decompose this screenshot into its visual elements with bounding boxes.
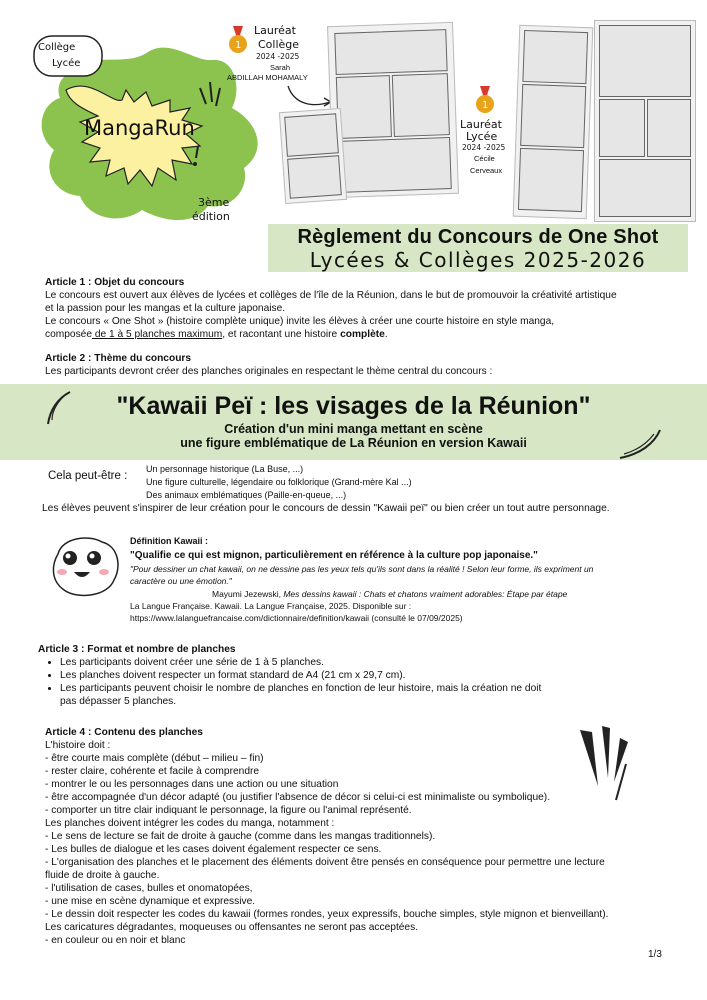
article4-body: L'histoire doit : - être courte mais complète (début – milieu – fin) - rester claire, cohérente et facile à comprendre - montrer le ou les personnages dans une action ou une situation - être accompagnée d'un décor adapté (ou justifier l'absence de décor si celui-ci est minimaliste ou symbolique). - comporter un titre clair indiquant le personnage, la figure ou l'animal représenté. Les planches doivent intégrer les codes du manga, notamment : - Le sens de lecture se fait de droite à gauche (comme dans les mangas traditionnels). - Les bulles de dialogue et les cases doivent également respecter ce sens. - L'organisation des planches et le placement des éléments doivent être pensés en conséquence pour permettre une lecture fluide de droite à gauche. - l'utilisation de cases, bulles et onomatopées, - une mise en scène dynamique et expressive. - Le dessin doit respecter les codes du kawaii (formes rondes, yeux expressifs, bouche simples, style mignon et bienveillant). Les caricatures dégradantes, moqueuses ou offensantes ne seront pas acceptées. - en couleur ou en noir et blanc <box>45 740 609 946</box>
winner-college-line1: Lauréat <box>254 24 296 37</box>
svg-text:1: 1 <box>235 40 242 51</box>
winner-college-year: 2024 -2025 <box>256 52 300 61</box>
examples-list <box>146 463 412 502</box>
article3-heading: Article 3 : Format et nombre de planches <box>38 644 236 655</box>
examples-item: Un personnage historique (La Buse, ...) <box>146 464 304 474</box>
rules-title: Règlement du Concours de One Shot <box>297 226 659 248</box>
manga-page-lycee-2 <box>594 20 696 222</box>
winner-college-name1: Sarah <box>270 63 291 72</box>
logo-edition-line1: 3ème <box>198 196 230 209</box>
medal-icon-2 <box>475 86 495 116</box>
winner-lycee-line1: Lauréat <box>460 118 502 131</box>
theme-subtitle-1: Création d'un mini manga mettant en scène <box>224 422 483 436</box>
kawaii-heading: Définition Kawaii : <box>130 536 209 546</box>
logo-badge-college: Collège <box>38 42 76 53</box>
article3-item: • Les participants doivent créer une série de 1 à 5 planches. <box>60 656 646 669</box>
manga-page-college-2 <box>279 108 347 204</box>
winner-lycee-name1: Cécile <box>474 154 495 163</box>
rules-subtitle: Lycées & Collèges 2025-2026 <box>309 248 647 272</box>
winner-lycee-name2: Cerveaux <box>470 166 503 175</box>
winner-college-name2: ABDILLAH MOHAMALY <box>227 73 308 82</box>
medal-icon <box>228 26 248 56</box>
manga-page-lycee-1 <box>513 25 594 219</box>
kawaii-author: Mayumi Jezewski, Mes dessins kawaii : Chats et chatons vraiment adorables: Étape par étape <box>212 589 568 599</box>
article1-body: Le concours est ouvert aux élèves de lycées et collèges de l'île de la Réunion, dans le but de promouvoir la créativité artistique et la passion pour les mangas et la culture japonaise. Le concours « One Shot » (histoire complète unique) invite les élèves à créer une courte histoire en style manga, composée de 1 à 5 planches maximum, et racontant une histoire complète. <box>45 290 617 340</box>
article2-heading: Article 2 : Thème du concours <box>45 353 192 364</box>
kawaii-source: La Langue Française. Kawaii. La Langue Française, 2025. Disponible sur : https://www.lalanguefrancaise.com/dictionnaire/definition/kawaii (consulté le 07/09/2025) <box>130 601 463 623</box>
winner-college-line2: Collège <box>258 38 300 51</box>
theme-subtitle-2: une figure emblématique de La Réunion en version Kawaii <box>180 436 527 450</box>
svg-text:1: 1 <box>482 100 489 111</box>
article4-heading: Article 4 : Contenu des planches <box>45 727 203 738</box>
kawaii-face-icon <box>48 534 122 600</box>
theme-title: "Kawaii Peï : les visages de la Réunion" <box>116 392 591 420</box>
manga-page-college <box>327 22 459 198</box>
winner-lycee-line2: Lycée <box>466 130 498 143</box>
kawaii-quote: "Pour dessiner un chat kawaii, on ne dessine pas les yeux tels qu'ils sont dans la réalité ! Selon leur forme, ils expriment un caractère ou une émotion." <box>130 564 594 586</box>
examples-item: Une figure culturelle, légendaire ou folklorique (Grand-mère Kal ...) <box>146 477 412 487</box>
examples-label: Cela peut-être : <box>48 470 128 482</box>
page-number: 1/3 <box>648 949 662 960</box>
article3-list <box>46 656 646 708</box>
theme-banner <box>0 384 707 460</box>
article3-item: • Les planches doivent respecter un format standard de A4 (21 cm x 29,7 cm). <box>60 669 646 682</box>
logo-edition-line2: édition <box>192 210 230 223</box>
article1-heading: Article 1 : Objet du concours <box>45 277 185 288</box>
logo-title: MangaRun <box>84 116 195 140</box>
examples-item: Des animaux emblématiques (Paille-en-queue, ...) <box>146 490 347 500</box>
article3-item: • Les participants peuvent choisir le nombre de planches en fonction de leur histoire, mais la création ne doit pas dépasser 5 planches. <box>60 682 646 708</box>
logo-badge-lycee: Lycée <box>52 58 81 69</box>
kawaii-definition: "Qualifie ce qui est mignon, particulièrement en référence à la culture pop japonaise." <box>130 550 538 561</box>
winner-lycee-year: 2024 -2025 <box>462 143 506 152</box>
mangarun-logo <box>30 30 270 230</box>
examples-note: Les élèves peuvent s'inspirer de leur création pour le concours de dessin "Kawaii peï" ou bien créer un tout autre personnage. <box>42 503 610 514</box>
article2-text: Les participants devront créer des planches originales en respectant le thème central du concours : <box>45 366 493 377</box>
rules-title-banner <box>268 224 688 272</box>
